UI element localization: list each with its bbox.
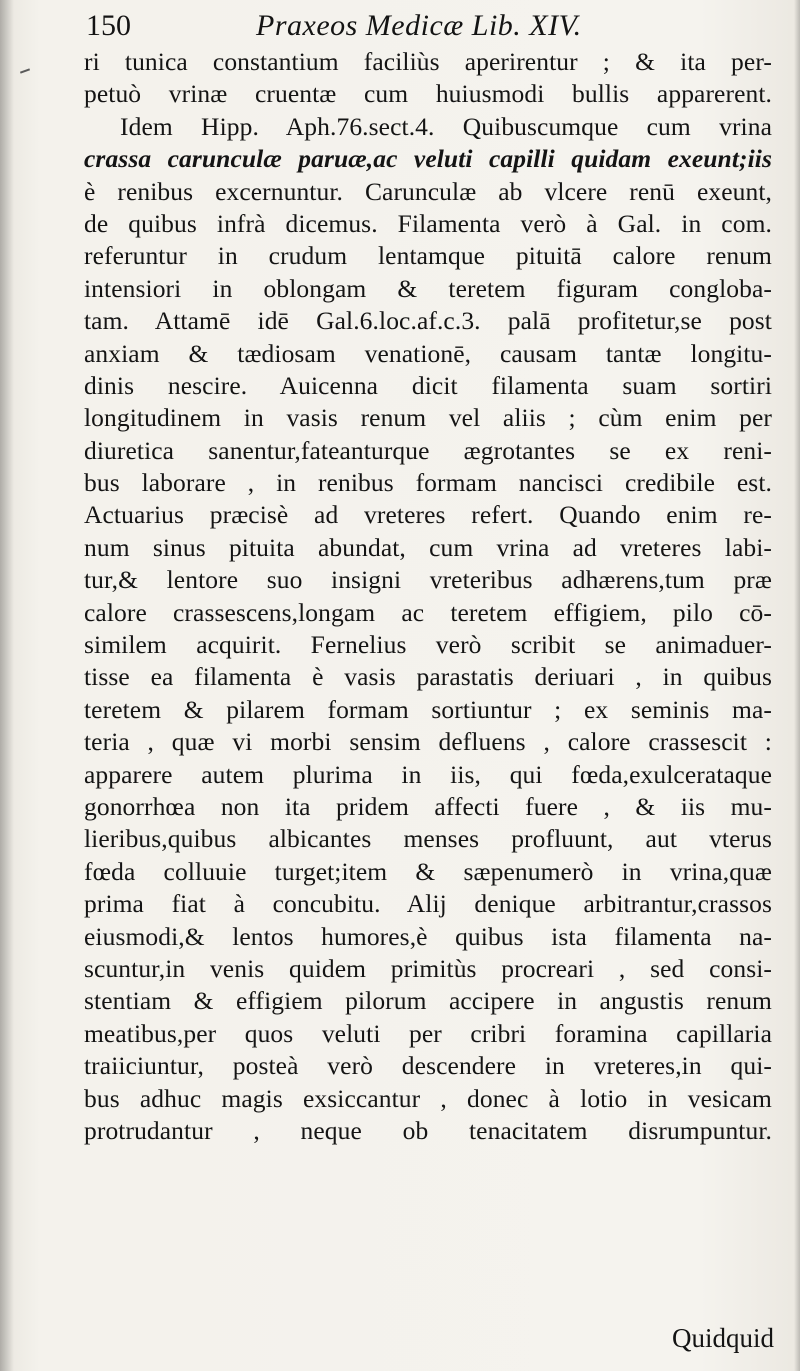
margin-mark [20, 68, 30, 73]
text-line: scuntur,in venis quidem primitùs procreari , sed consi- [84, 953, 772, 983]
text-line: meatibus,per quos veluti per cribri foramina capillaria [84, 1018, 772, 1048]
text-line: dinis nescire. Auicenna dicit filamenta suam sortiri [84, 370, 772, 400]
text-line: crassa carunculæ paruæ,ac veluti capilli quidam exeunt;iis [84, 144, 772, 174]
text-line: tisse ea filamenta è vasis parastatis deriuari , in quibus [84, 662, 772, 692]
text-line: petuò vrinæ cruentæ cum huiusmodi bullis apparerent. [84, 79, 772, 109]
text-line: gonorrhœa non ita pridem affecti fuere , & iis mu- [84, 791, 772, 821]
text-line: fœda colluuie turget;item & sæpenumerò in vrina,quæ [84, 856, 772, 886]
text-line: longitudinem in vasis renum vel aliis ; cùm enim per [84, 403, 772, 433]
text-line: num sinus pituita abundat, cum vrina ad vreteres labi- [84, 532, 772, 562]
text-line: tam. Attamē idē Gal.6.loc.af.c.3. palā profitetur,se post [84, 306, 772, 336]
running-head: Praxeos Medicæ Lib. XIV. [256, 9, 582, 42]
text-line: prima fiat à concubitu. Alij denique arbitrantur,crassos [84, 889, 772, 919]
page-edge-shadow [794, 0, 800, 1371]
catchword: Quidquid [671, 1323, 774, 1353]
text-line: anxiam & tædiosam venationē, causam tantæ longitu- [84, 338, 772, 368]
text-line: similem acquirit. Fernelius verò scribit se animaduer- [84, 630, 772, 660]
text-line: teria , quæ vi morbi sensim defluens , calore crassescit : [84, 727, 772, 757]
text-line: bus laborare , in renibus formam nancisci credibile est. [84, 468, 772, 498]
text-line: tur,& lentore suo insigni vreteribus adhærens,tum præ [84, 565, 772, 595]
text-line: intensiori in oblongam & teretem figuram congloba- [84, 273, 772, 303]
page-header [86, 6, 776, 46]
text-line: calore crassescens,longam ac teretem effigiem, pilo cō- [84, 597, 772, 627]
text-line: Actuarius præcisè ad vreteres refert. Quando enim re- [84, 500, 772, 530]
text-line: apparere autem plurima in iis, qui fœda,exulcerataque [84, 759, 772, 789]
text-line: stentiam & effigiem pilorum accipere in angustis renum [84, 986, 772, 1016]
text-line: diuretica sanentur,fateanturque ægrotantes se ex reni- [84, 435, 772, 465]
page-number: 150 [86, 9, 131, 42]
text-line: ri tunica constantium faciliùs aperirentur ; & ita per- [84, 47, 772, 76]
text-line: eiusmodi,& lentos humores,è quibus ista filamenta na- [84, 921, 772, 951]
text-line: traiiciuntur, posteà verò descendere in vreteres,in qui- [84, 1051, 772, 1081]
text-line: referuntur in crudum lentamque pituitā calore renum [84, 241, 772, 271]
text-line: è renibus excernuntur. Carunculæ ab vlcere renū exeunt, [84, 176, 772, 206]
body-text [84, 46, 772, 1147]
gutter-shadow [0, 0, 14, 1371]
text-line: lieribus,quibus albicantes menses profluunt, aut vterus [84, 824, 772, 854]
text-line: de quibus infrà dicemus. Filamenta verò à Gal. in com. [84, 208, 772, 238]
text-line: teretem & pilarem formam sortiuntur ; ex seminis ma- [84, 694, 772, 724]
text-line: protrudantur , neque ob tenacitatem disrumpuntur. [84, 1115, 772, 1145]
text-line: bus adhuc magis exsiccantur , donec à lotio in vesicam [84, 1083, 772, 1113]
text-line: Idem Hipp. Aph.76.sect.4. Quibuscumque cum vrina [120, 111, 772, 141]
